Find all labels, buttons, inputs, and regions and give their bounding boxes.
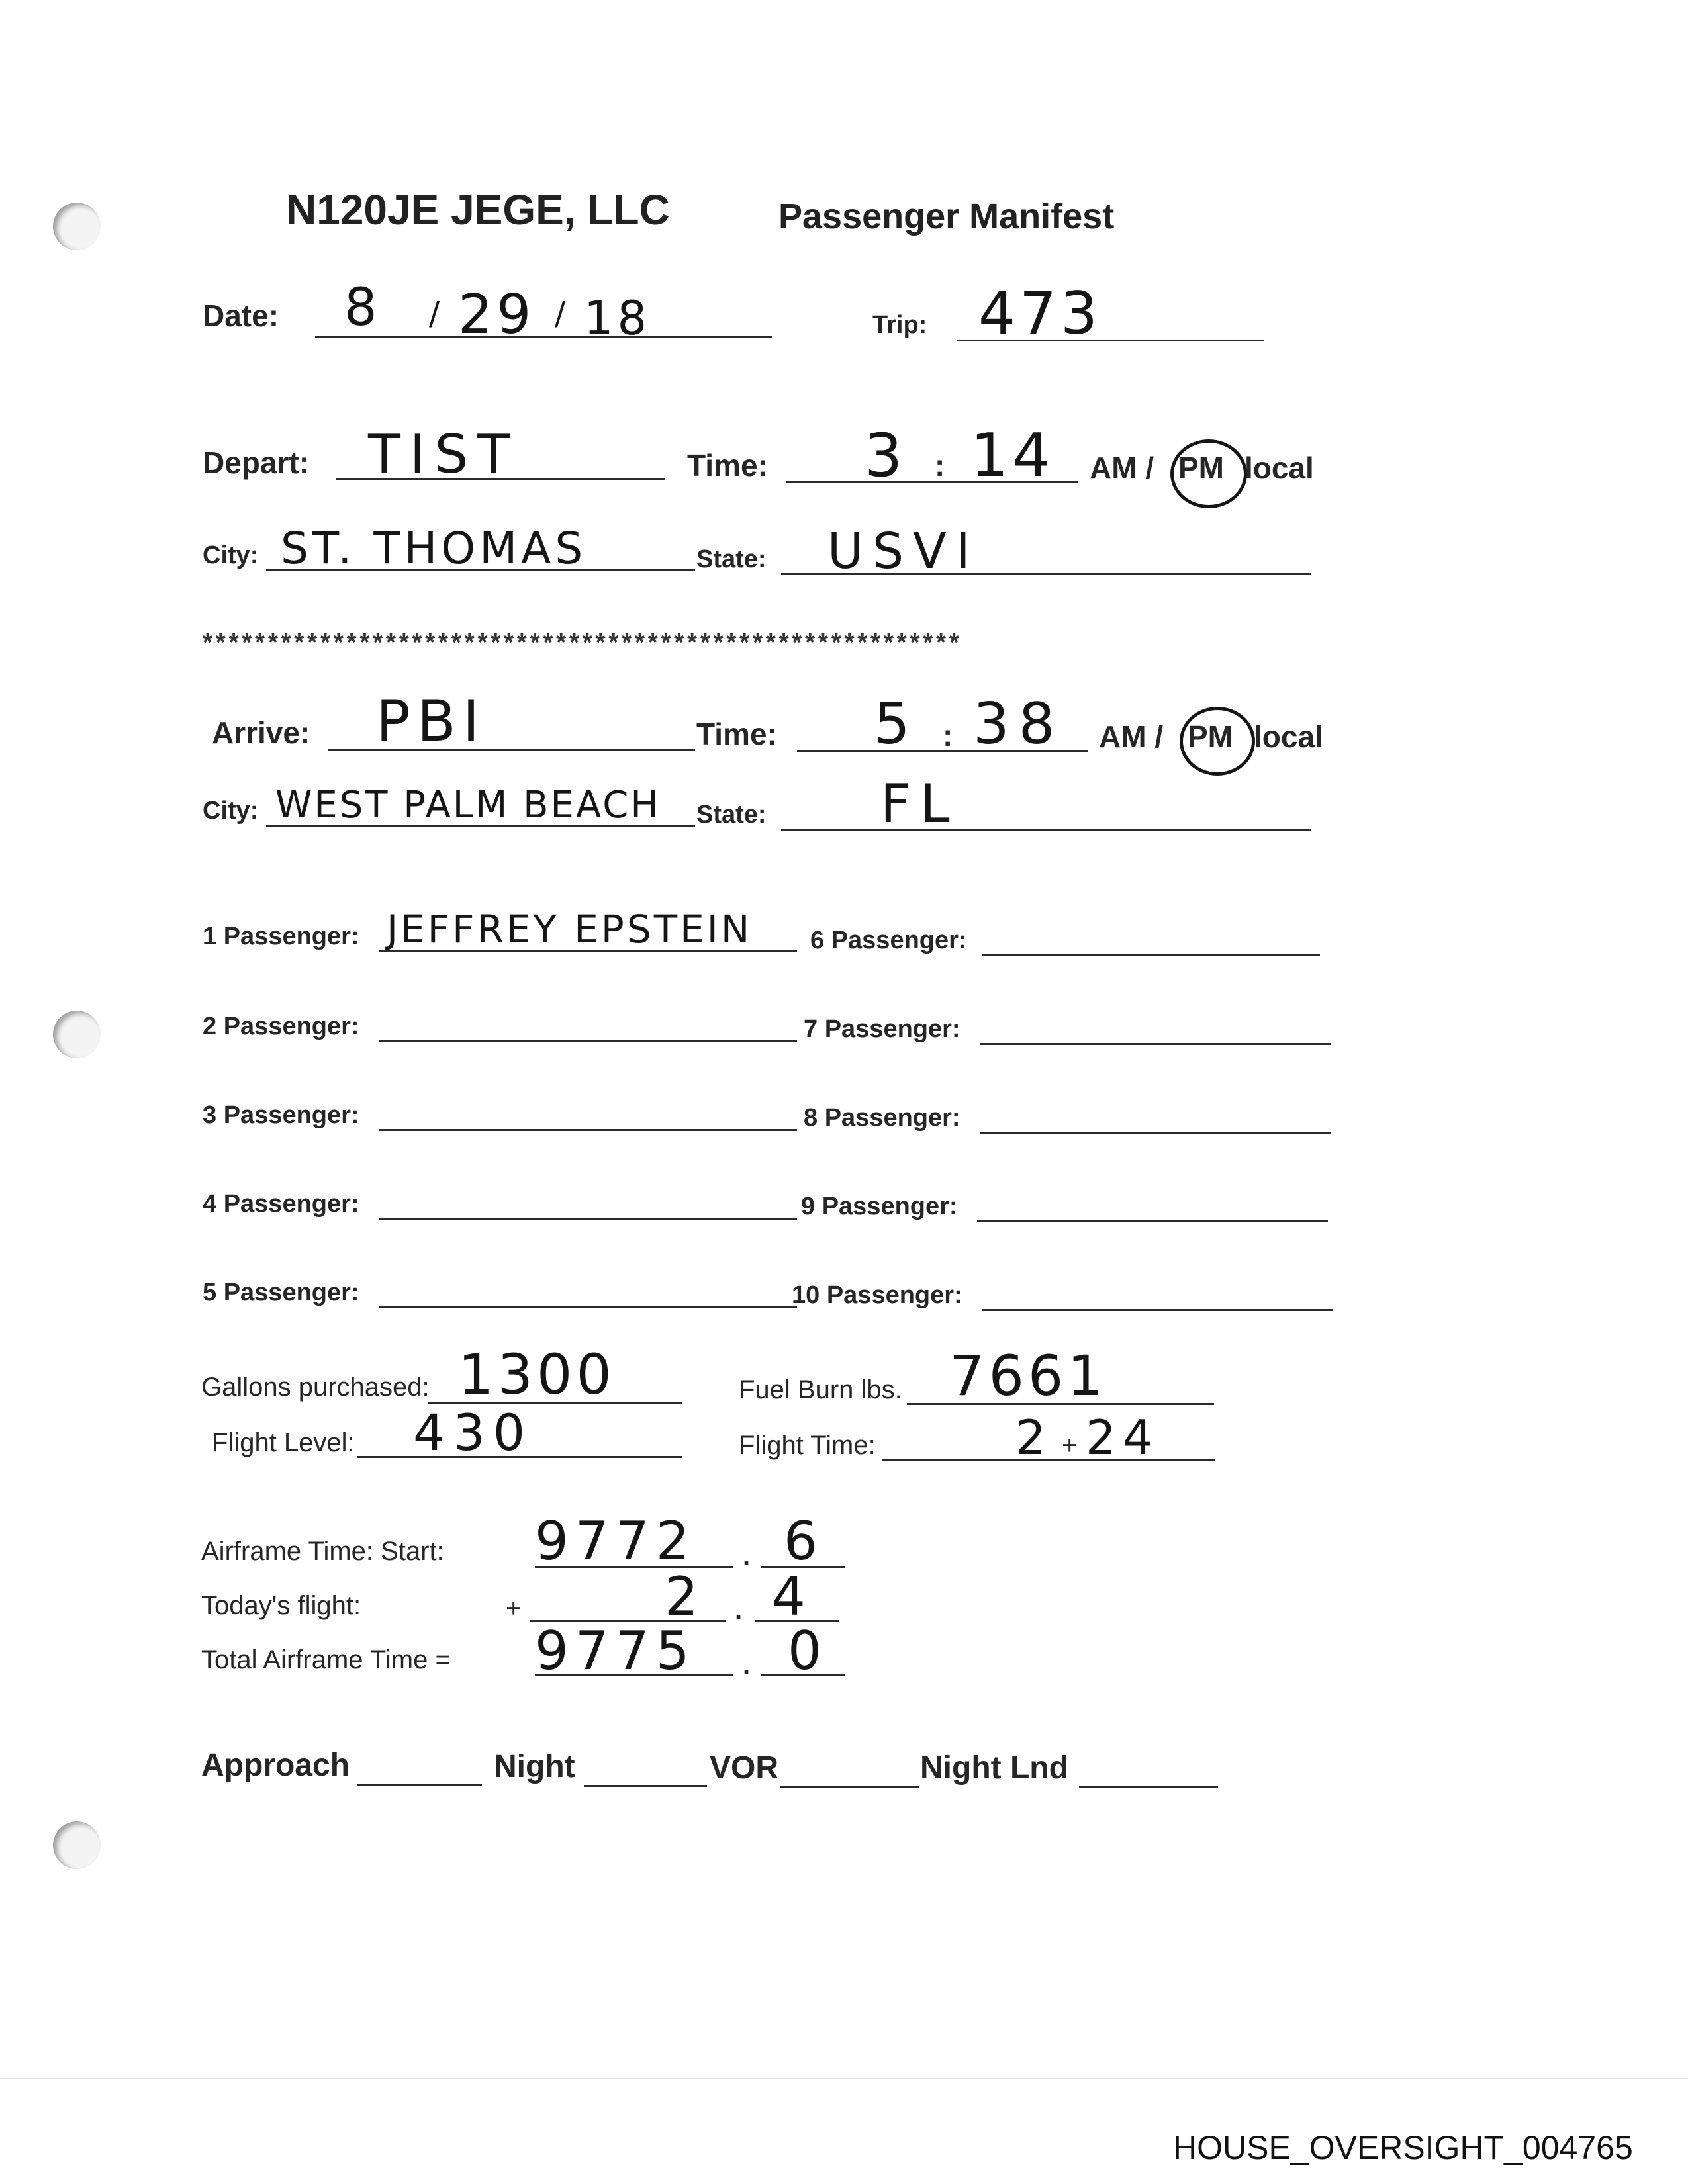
flight-level-value: 430 [413,1403,534,1462]
flight-level-label: Flight Level: [212,1428,355,1457]
arrive-pm-circle [1180,707,1255,776]
depart-colon: : [935,448,945,482]
arrive-state-line [781,829,1311,831]
passenger-8-line [980,1132,1331,1134]
todays-flight-dec: 4 [772,1566,810,1627]
airframe-start-dec: 6 [784,1510,821,1572]
night-line [584,1785,707,1787]
arrive-colon: : [943,718,953,752]
arrive-label: Arrive: [212,715,310,750]
airframe-start-whole: 9772 [535,1510,696,1572]
passenger-7-line [980,1043,1331,1045]
depart-city: ST. THOMAS [281,523,587,574]
depart-hour: 3 [865,421,907,490]
date-label: Date: [203,298,279,333]
trip-value: 473 [978,279,1102,347]
depart-pm-label: PM [1178,451,1224,485]
arrive-am-label: AM / [1099,719,1164,754]
passenger-3-label: 3 Passenger: [203,1101,359,1129]
binder-hole-middle [53,1011,101,1058]
depart-time-label: Time: [687,448,768,482]
flight-time-hours: 2 [1015,1410,1050,1465]
binder-hole-bottom [53,1821,101,1869]
passenger-3-line [379,1129,797,1131]
arrive-pm-label: PM [1188,719,1233,754]
passenger-2-line [379,1040,797,1042]
depart-label: Depart: [203,445,310,480]
arrive-airport: PBI [376,688,487,754]
approach-label: Approach [201,1748,350,1783]
passenger-9-label: 9 Passenger: [801,1193,958,1220]
passenger-4-line [379,1218,797,1220]
flight-time-minutes: 24 [1086,1410,1160,1465]
asterisk-separator: ********************************************************** [203,629,962,657]
arrive-local-label: local [1254,719,1323,754]
passenger-10-line [982,1309,1333,1311]
vor-label: VOR [710,1751,779,1786]
depart-airport: TIST [368,424,520,485]
binder-hole-top [53,203,101,250]
arrive-hour: 5 [874,691,914,757]
arrive-state: FL [880,773,959,835]
flight-time-sep: + [1062,1431,1078,1460]
arrive-state-label: State: [696,801,767,829]
fuel-burn-label: Fuel Burn lbs. [739,1375,902,1404]
total-airframe-whole: 9775 [535,1620,696,1682]
date-month: 8 [344,278,381,338]
depart-state-label: State: [696,545,767,573]
passenger-9-line [977,1220,1328,1222]
total-airframe-label: Total Airframe Time = [201,1645,451,1674]
gallons-value: 1300 [458,1342,616,1407]
todays-flight-whole: 2 [665,1566,702,1627]
arrive-city-label: City: [203,797,259,825]
airframe-start-dot: . [743,1542,751,1571]
passenger-1-name: JEFFREY EPSTEIN [387,907,753,952]
total-airframe-dec: 0 [788,1620,825,1682]
passenger-1-label: 1 Passenger: [203,923,359,950]
depart-local-label: local [1244,451,1314,485]
trip-label: Trip: [872,311,927,339]
date-year: 18 [584,291,651,345]
date-line [315,336,772,338]
arrive-city: WEST PALM BEACH [275,784,661,827]
night-lnd-line [1079,1786,1218,1788]
night-label: Night [494,1749,575,1784]
passenger-8-label: 8 Passenger: [804,1104,961,1132]
depart-am-label: AM / [1090,451,1154,485]
company-title: N120JE JEGE, LLC [286,186,670,234]
passenger-5-label: 5 Passenger: [203,1279,359,1306]
manifest-title: Passenger Manifest [778,197,1115,236]
passenger-6-line [982,954,1320,956]
passenger-2-label: 2 Passenger: [203,1013,359,1040]
approach-line [357,1784,482,1786]
passenger-5-line [379,1306,797,1308]
date-day: 29 [458,283,536,346]
date-sep1: / [429,295,444,332]
todays-flight-label: Today's flight: [201,1591,361,1620]
todays-flight-dot: . [735,1596,743,1625]
date-sep2: / [555,295,570,332]
flight-time-label: Flight Time: [739,1431,876,1460]
arrive-minute: 38 [973,691,1064,757]
depart-city-label: City: [203,541,259,569]
depart-state: USVI [827,523,980,580]
passenger-4-label: 4 Passenger: [203,1190,359,1218]
scan-page-edge [0,2078,1688,2079]
todays-flight-plus: + [506,1594,522,1623]
arrive-time-label: Time: [696,717,777,751]
depart-minute: 14 [970,421,1055,490]
bates-number: HOUSE_OVERSIGHT_004765 [1173,2129,1633,2166]
total-airframe-dot: . [743,1651,751,1680]
fuel-burn-value: 7661 [949,1343,1107,1408]
passenger-10-label: 10 Passenger: [792,1281,962,1309]
gallons-label: Gallons purchased: [201,1373,430,1402]
night-lnd-label: Night Lnd [920,1751,1068,1786]
vor-line [780,1786,919,1788]
passenger-6-label: 6 Passenger: [810,927,967,954]
airframe-start-label: Airframe Time: Start: [201,1537,444,1566]
depart-pm-circle [1170,439,1247,508]
passenger-7-label: 7 Passenger: [804,1015,961,1043]
